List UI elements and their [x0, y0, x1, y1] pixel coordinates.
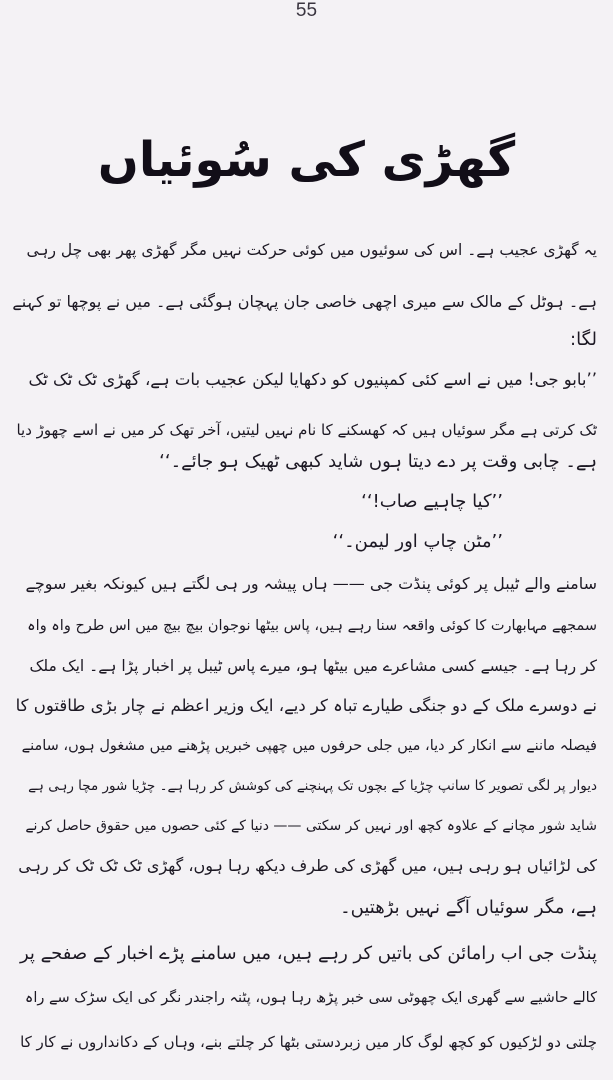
text-line: پنڈت جی اب رامائن کی باتیں کر رہے ہیں، میں سامنے پڑے اخبار کے صفحے پر	[19, 943, 597, 964]
text-line: کی لڑائیاں ہو رہی ہیں، میں گھڑی کی طرف دیکھ رہا ہوں، گھڑی ٹک ٹک ٹک کر رہی	[18, 856, 597, 875]
text-line: کالے حاشیے سے گھری ایک چھوٹی سی خبر پڑھ رہا ہوں، پٹنہ راجندر نگر کی ایک سڑک سے راہ	[24, 990, 597, 1006]
text-line: دیوار پر لگی تصویر کا سانپ چڑیا کے بچوں تک پہنچنے کی کوشش کر رہا ہے۔ چڑیا شور مچا رہی ہے	[28, 778, 597, 794]
text-line: ہے، مگر سوئیاں آگے نہیں بڑھتیں۔	[340, 897, 597, 918]
page-number: 55	[295, 0, 318, 21]
text-line: ہے۔ ہوٹل کے مالک سے میری اچھی خاصی جان پہچان ہوگئی ہے۔ میں نے پوچھا تو کہنے	[12, 292, 597, 311]
text-line: لگا:	[570, 329, 597, 350]
text-line: ’’کیا چاہیے صاب!‘‘	[361, 491, 503, 512]
text-line: یہ گھڑی عجیب ہے۔ اس کی سوئیوں میں کوئی حرکت نہیں مگر گھڑی پھر بھی چل رہی	[26, 241, 597, 259]
chapter-title: گھڑی کی سُوئیاں	[97, 132, 516, 188]
text-line: کر رہا ہے۔ جیسے کسی مشاعرے میں بیٹھا ہو، میرے پاس ٹیبل پر اخبار پڑا ہے۔ ایک ملک	[29, 657, 597, 675]
text-line: ’’بابو جی! میں نے اسے کئی کمپنیوں کو دکھایا لیکن عجیب بات ہے، گھڑی ٹک ٹک ٹک	[28, 370, 597, 389]
text-line: ٹک کرتی ہے مگر سوئیاں ہیں کہ کھسکنے کا نام نہیں لیتیں، آخر تھک کر میں نے اسے چھوڑ دیا	[16, 421, 597, 439]
text-line: فیصلہ ماننے سے انکار کر دیا، میں جلی حرفوں میں چھپی خبریں پڑھنے میں مشغول ہوں، سامنے	[21, 738, 597, 754]
text-line: چلتی دو لڑکیوں کو کچھ لوگ کار میں زبردستی بٹھا کر چلتے بنے، وہاں کے دکانداروں نے کار کا	[20, 1033, 597, 1051]
text-line: شاید شور مچانے کے علاوہ کچھ اور نہیں کر سکتی —— دنیا کے کئی حصوں میں حقوق حاصل کرنے	[25, 818, 597, 834]
text-line: سامنے والے ٹیبل پر کوئی پنڈت جی —— ہاں پیشہ ور ہی لگتے ہیں کیونکہ بغیر سوچے	[25, 574, 597, 593]
text-line: سمجھے مہابھارت کا کوئی واقعہ سنا رہے ہیں، پاس بیٹھا نوجوان بیچ بیچ میں اس طرح واہ واہ	[27, 618, 597, 634]
text-line: ’’مٹن چاپ اور لیمن۔‘‘	[332, 531, 503, 552]
text-line: نے دوسرے ملک کے دو جنگی طیارے تباہ کر دیے، ایک وزیر اعظم نے چار بڑی طاقتوں کا	[15, 696, 597, 715]
text-line: ہے۔ چابی وقت پر دے دیتا ہوں شاید کبھی ٹھیک ہو جائے۔‘‘	[159, 451, 597, 472]
